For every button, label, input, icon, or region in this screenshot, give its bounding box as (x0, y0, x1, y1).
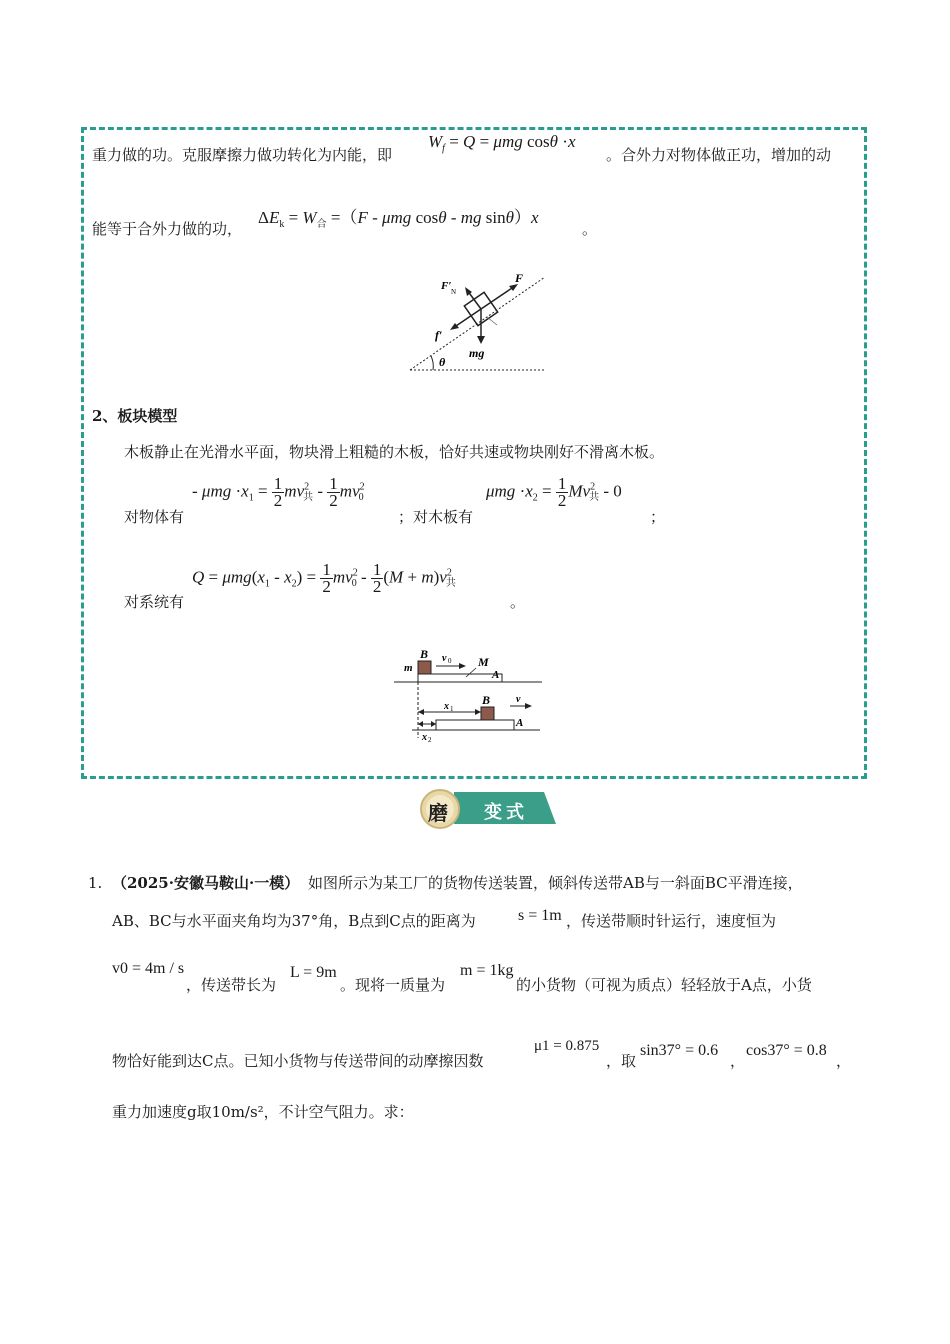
problem-line4-d: ， (836, 1052, 852, 1070)
incline-force-diagram (405, 265, 555, 377)
v0-value: v0 = 4m / s (112, 960, 185, 977)
problem-line3-b: 。现将一质量为 (340, 976, 446, 994)
svg-text:v: v (442, 653, 447, 664)
eq-end: 。 (510, 593, 526, 611)
problem-line5: 重力加速度g取10m/s²，不计空气阻力。求： (112, 1103, 414, 1121)
svg-text:A: A (516, 717, 524, 729)
eq-board-label: ；对木板有 (398, 508, 474, 526)
mu-value: μ1 = 0.875 (534, 1038, 600, 1054)
svg-text:m: m (404, 662, 413, 674)
svg-text:A: A (492, 669, 500, 681)
box-line2-text-a: 能等于合外力做的功， (92, 220, 243, 238)
badge-char: 磨 (428, 801, 448, 825)
work-heat-formula: $W_f = Q = \mu mg$ cosθ ·x (428, 132, 576, 154)
problem-source: （2025·安徽马鞍山·一模） (112, 874, 300, 892)
object-energy-equation: - $\mu mg \cdot x_1$ = $\frac{1}{2}$ $mv^2_共$ - $\frac{1}{2}$ $mv^2_0$ (192, 474, 365, 510)
board-model-paragraph: 木板静止在光滑水平面，物块滑上粗糙的木板，恰好共速或物块刚好不滑离木板。 (124, 443, 665, 461)
svg-text:θ: θ (439, 355, 446, 369)
problem-line3-c: 的小货物（可视为质点）轻轻放于A点，小货 (516, 976, 812, 994)
cos-value: cos37° = 0.8 (746, 1042, 827, 1059)
m-value: m = 1kg (460, 962, 514, 979)
svg-text:2: 2 (428, 736, 432, 744)
board-block-diagram (392, 644, 544, 744)
problem-line4-b: ，取 (606, 1052, 637, 1070)
L-value: L = 9m (290, 964, 337, 981)
problem-line1: 如图所示为某工厂的货物传送装置，倾斜传送带AB与一斜面BC平滑连接， (308, 874, 803, 892)
problem-line2-a: AB、BC与水平面夹角均为37°角，B点到C点的距离为 (112, 912, 476, 930)
svg-text:M: M (478, 655, 489, 669)
problem-line3-a: ，传送带长为 (186, 976, 277, 994)
box-line1-text-a: 重力做的功。克服摩擦力做功转化为内能，即 (92, 146, 393, 164)
problem-number: 1. (88, 874, 103, 892)
problem-line4-c: ， (730, 1052, 746, 1070)
eq-system-label: 对系统有 (124, 593, 185, 611)
section-title: 2、板块模型 (92, 407, 178, 425)
problem-line4-a: 物恰好能到达C点。已知小货物与传送带间的动摩擦因数 (112, 1052, 484, 1070)
kinetic-energy-formula: $\Delta E_k = W_合 =(F - \mu mg$ cosθ - mg sinθ）x (258, 208, 539, 230)
problem-line2-b: ，传送带顺时针运行，速度恒为 (566, 912, 777, 930)
sin-value: sin37° = 0.6 (640, 1042, 719, 1059)
svg-text:1: 1 (450, 705, 454, 713)
box-line2-text-b: 。 (582, 220, 598, 238)
svg-text:F′: F′ (441, 280, 452, 292)
s-value: s = 1m (518, 907, 562, 924)
box-line1-text-b: 。合外力对物体做正功，增加的动 (606, 146, 832, 164)
system-energy-equation: $Q = \mu mg(x_1 - x_2)$ = $\frac{1}{2}$ $mv^2_0$ - $\frac{1}{2}$ $(M + m)v^2_共$ (192, 560, 456, 596)
svg-text:B: B (482, 693, 491, 707)
badge-text: 变式 (484, 802, 528, 823)
eq-sep: ； (650, 508, 666, 526)
svg-text:v: v (516, 694, 521, 705)
board-energy-equation: $\mu mg \cdot x_2$ = $\frac{1}{2}$ $Mv^2_共 - 0$ (486, 474, 622, 510)
svg-text:F: F (515, 271, 524, 285)
svg-text:x: x (422, 732, 427, 743)
svg-text:f′: f′ (435, 328, 443, 342)
svg-text:mg: mg (469, 346, 485, 360)
svg-text:N: N (451, 288, 457, 296)
svg-text:B: B (420, 647, 429, 661)
eq-object-label: 对物体有 (124, 508, 185, 526)
svg-text:x: x (444, 701, 449, 712)
svg-text:0: 0 (448, 657, 452, 665)
